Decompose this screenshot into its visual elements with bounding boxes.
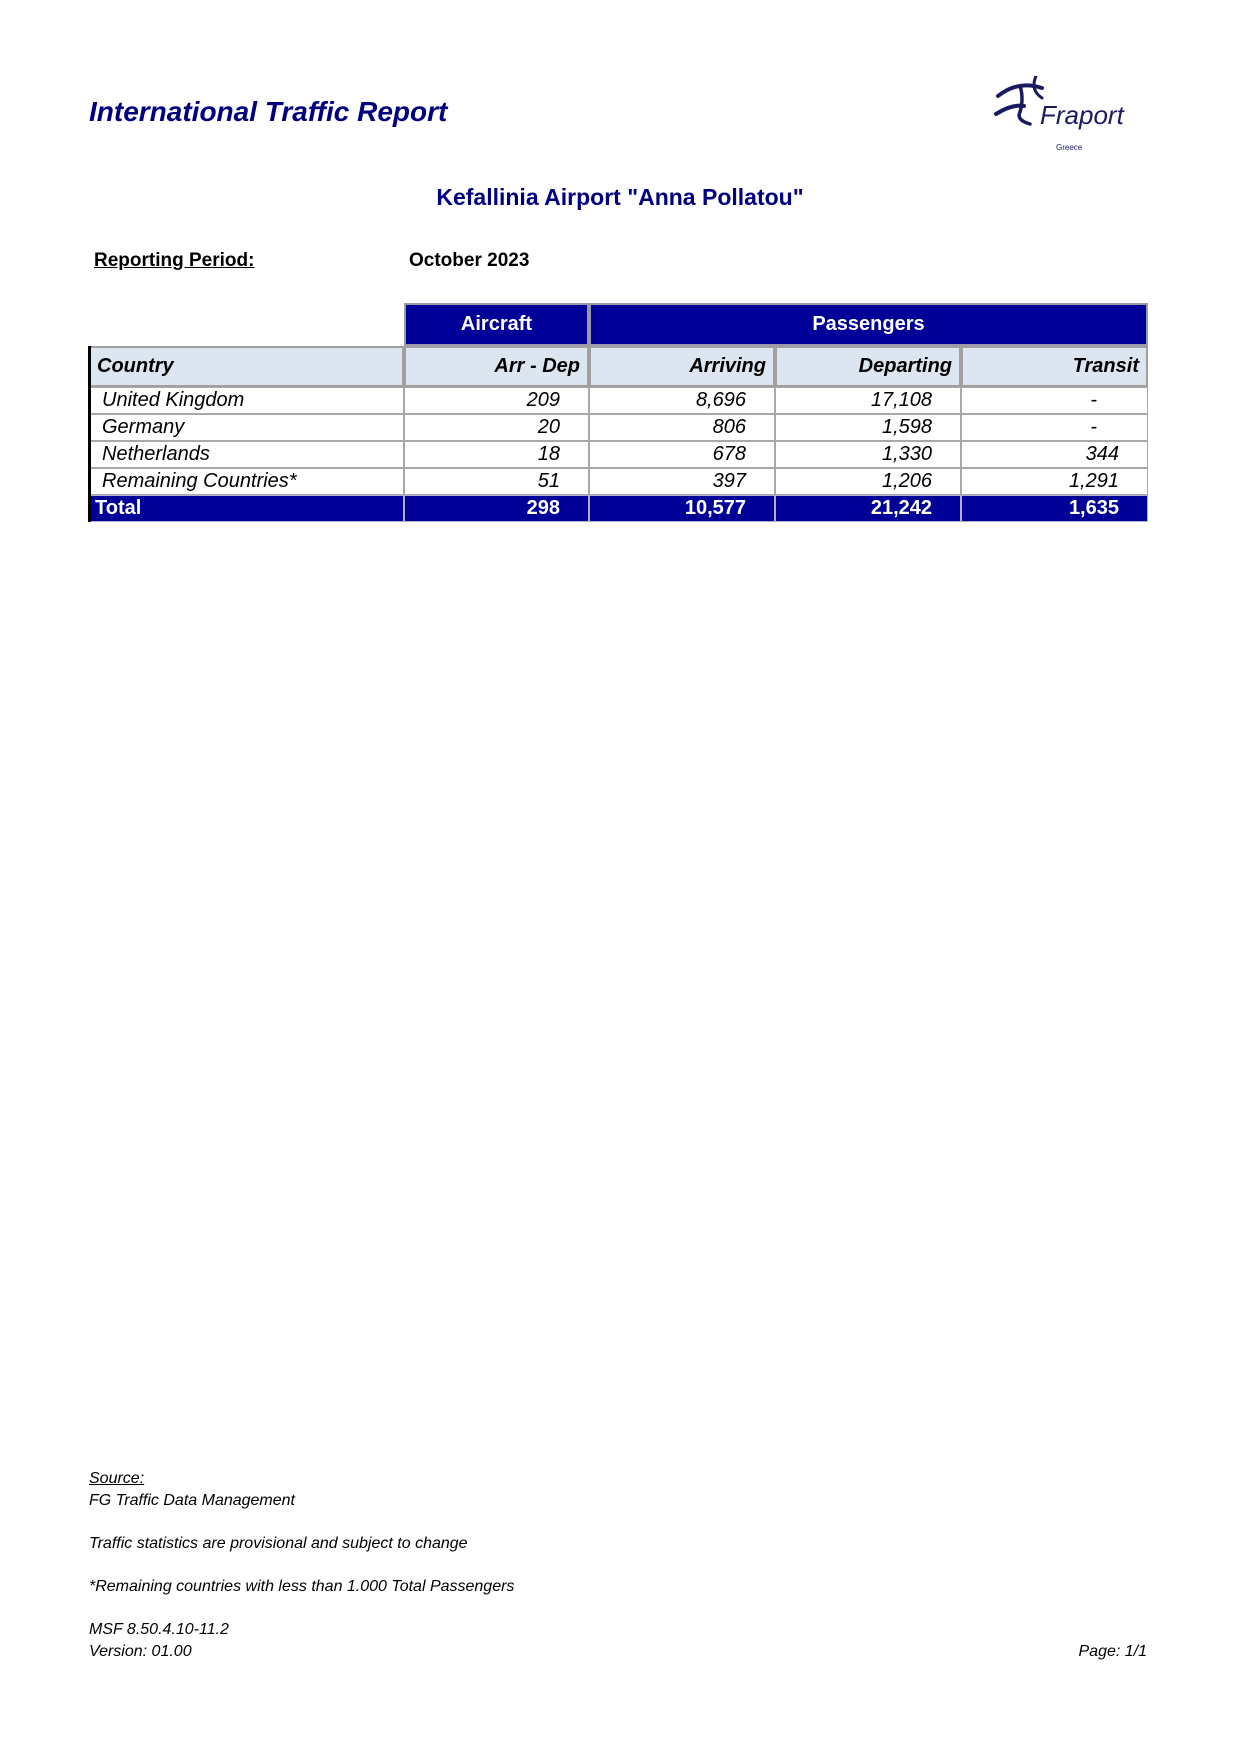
- passengers-group-header: Passengers: [589, 303, 1148, 346]
- reporting-period-value: October 2023: [409, 250, 530, 271]
- transit-cell: -: [961, 414, 1148, 441]
- transit-cell: -: [961, 387, 1148, 414]
- fraport-logo: [990, 76, 1150, 156]
- total-arr-dep: 298: [404, 495, 589, 522]
- table-row: [88, 387, 1148, 414]
- version-text: Version: 01.00: [89, 1643, 192, 1660]
- arriving-cell: 397: [589, 468, 775, 495]
- column-header-row: [88, 346, 1148, 387]
- table-row: [88, 441, 1148, 468]
- total-arriving: 10,577: [589, 495, 775, 522]
- arr-dep-cell: 51: [404, 468, 589, 495]
- disclaimer-text: Traffic statistics are provisional and subject to change: [89, 1535, 468, 1552]
- col-header-arr-dep: Arr - Dep: [404, 346, 589, 387]
- transit-cell: 344: [961, 441, 1148, 468]
- country-cell: Germany: [88, 414, 404, 441]
- total-transit: 1,635: [961, 495, 1148, 522]
- reporting-period-label: Reporting Period:: [94, 250, 255, 271]
- source-value: FG Traffic Data Management: [89, 1492, 295, 1509]
- arriving-cell: 8,696: [589, 387, 775, 414]
- total-label: Total: [88, 495, 404, 522]
- table-row: [88, 468, 1148, 495]
- country-cell: United Kingdom: [88, 387, 404, 414]
- table-left-border: [88, 346, 91, 522]
- group-header-row: [88, 303, 1148, 346]
- logo-subtext: Greece: [1056, 143, 1083, 152]
- arr-dep-cell: 20: [404, 414, 589, 441]
- logo-text: Fraport: [1040, 100, 1124, 130]
- total-row: [88, 495, 1148, 522]
- departing-cell: 1,206: [775, 468, 961, 495]
- airport-title: Kefallinia Airport "Anna Pollatou": [436, 184, 804, 210]
- departing-cell: 1,330: [775, 441, 961, 468]
- transit-cell: 1,291: [961, 468, 1148, 495]
- departing-cell: 17,108: [775, 387, 961, 414]
- arr-dep-cell: 209: [404, 387, 589, 414]
- arr-dep-cell: 18: [404, 441, 589, 468]
- total-departing: 21,242: [775, 495, 961, 522]
- col-header-departing: Departing: [775, 346, 961, 387]
- col-header-arriving: Arriving: [589, 346, 775, 387]
- country-cell: Remaining Countries*: [88, 468, 404, 495]
- col-header-transit: Transit: [961, 346, 1148, 387]
- remaining-countries-note: *Remaining countries with less than 1.000 Total Passengers: [89, 1578, 515, 1595]
- table-row: [88, 414, 1148, 441]
- arriving-cell: 678: [589, 441, 775, 468]
- aircraft-group-header: Aircraft: [404, 303, 589, 346]
- document-code: MSF 8.50.4.10-11.2: [89, 1621, 229, 1638]
- departing-cell: 1,598: [775, 414, 961, 441]
- country-cell: Netherlands: [88, 441, 404, 468]
- source-label: Source:: [89, 1470, 145, 1487]
- report-title: International Traffic Report: [89, 96, 448, 127]
- page-number: Page: 1/1: [1078, 1643, 1147, 1660]
- col-header-country: Country: [88, 346, 404, 387]
- arriving-cell: 806: [589, 414, 775, 441]
